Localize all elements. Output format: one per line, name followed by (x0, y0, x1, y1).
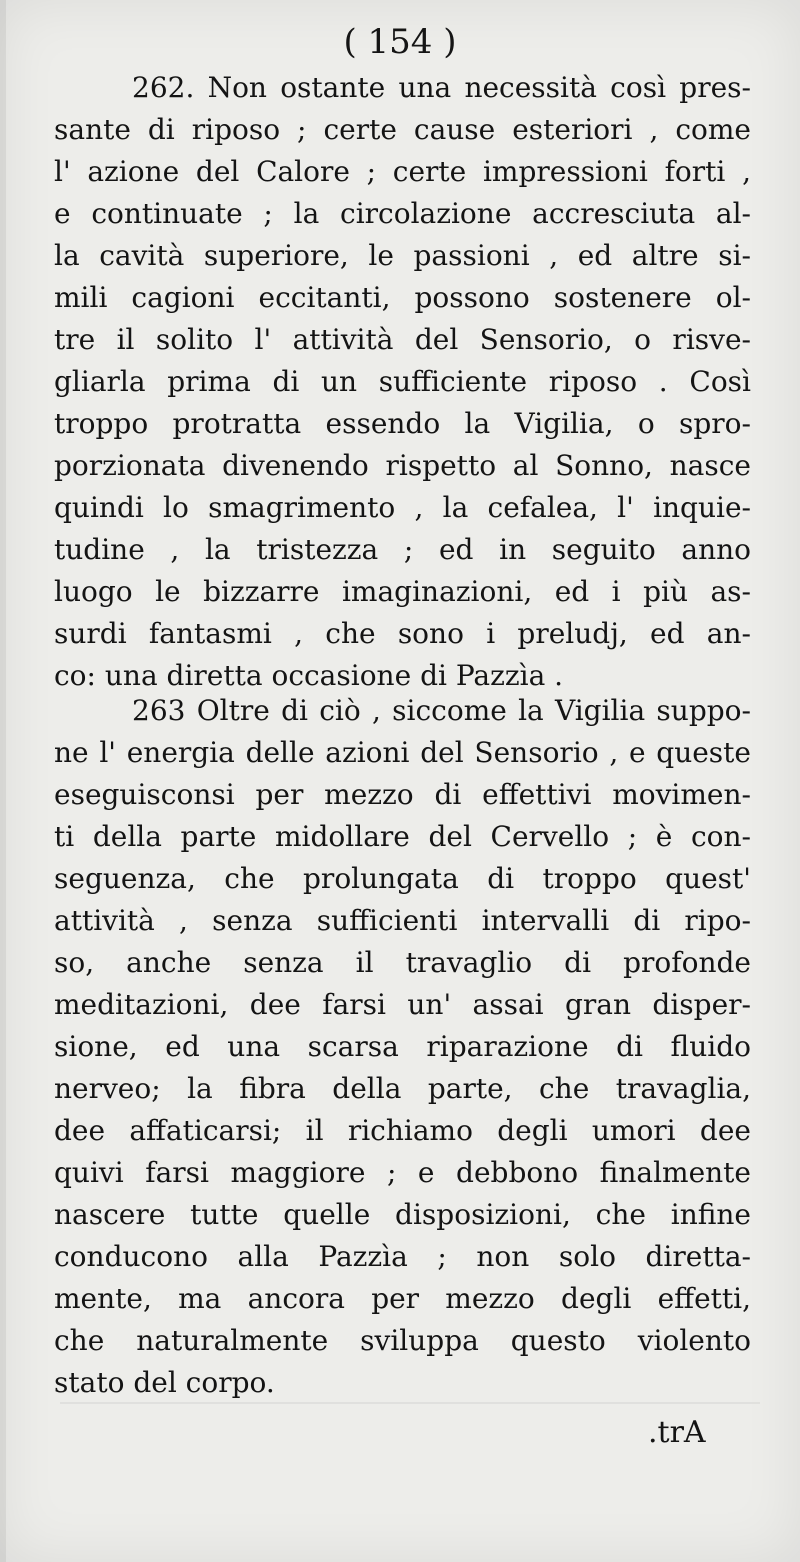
paragraph-263-line: mente, ma ancora per mezzo degli effetti, (54, 1282, 751, 1315)
paragraph-263-line: conducono alla Pazzìa ; non solo diretta- (54, 1240, 751, 1273)
paragraph-263-line: 263 Oltre di ciò , siccome la Vigilia suppo- (132, 694, 751, 727)
paragraph-262-line: mili cagioni eccitanti, possono sostenere ol- (54, 281, 751, 314)
paragraph-263-line: attività , senza sufficienti intervalli di ripo- (54, 904, 751, 937)
paragraph-262-line: co: una diretta occasione di Pazzìa . (54, 659, 564, 692)
paragraph-262-line: l' azione del Calore ; certe impressioni forti , (54, 155, 751, 188)
page-number: ( 154 ) (343, 22, 457, 62)
paragraph-262-line: la cavità superiore, le passioni , ed altre si- (54, 239, 751, 272)
paragraph-262-line: tudine , la tristezza ; ed in seguito anno (54, 533, 751, 566)
page-edge-shadow (0, 0, 6, 1562)
paragraph-262-line: 262. Non ostante una necessità così pres- (132, 71, 751, 104)
paragraph-263-line: dee affaticarsi; il richiamo degli umori dee (54, 1114, 751, 1147)
paragraph-263-line: nerveo; la fibra della parte, che travaglia, (54, 1072, 751, 1105)
paragraph-262-line: surdi fantasmi , che sono i preludj, ed an- (54, 617, 751, 650)
paragraph-263-line: meditazioni, dee farsi un' assai gran disper- (54, 988, 751, 1021)
paragraph-263-line: eseguisconsi per mezzo di effettivi movimen- (54, 778, 751, 811)
paragraph-262-line: luogo le bizzarre imaginazioni, ed i più as- (54, 575, 751, 608)
paragraph-262-line: sante di riposo ; certe cause esteriori , come (54, 113, 751, 146)
paragraph-263-line: so, anche senza il travaglio di profonde (54, 946, 751, 979)
paragraph-262-line: quindi lo smagrimento , la cefalea, l' inquie- (54, 491, 751, 524)
paragraph-263-line: stato del corpo. (54, 1366, 275, 1399)
paragraph-263-line: che naturalmente sviluppa questo violento (54, 1324, 751, 1357)
paragraph-262-line: porzionata divenendo rispetto al Sonno, nasce (54, 449, 751, 482)
paragraph-263-line: nascere tutte quelle disposizioni, che infine (54, 1198, 751, 1231)
paragraph-262-line: e continuate ; la circolazione accresciuta al- (54, 197, 751, 230)
catchword: .trA (648, 1415, 706, 1450)
paragraph-263-line: quivi farsi maggiore ; e debbono finalmente (54, 1156, 751, 1189)
paragraph-263-line: seguenza, che prolungata di troppo quest' (54, 862, 751, 895)
paragraph-263-line: ne l' energia delle azioni del Sensorio , e queste (54, 736, 751, 769)
paragraph-263-line: ti della parte midollare del Cervello ; è con- (54, 820, 751, 853)
bleed-through-rule (60, 1402, 760, 1404)
paragraph-262-line: gliarla prima di un sufficiente riposo . Così (54, 365, 751, 398)
paragraph-262-line: tre il solito l' attività del Sensorio, o risve- (54, 323, 751, 356)
paragraph-263-line: sione, ed una scarsa riparazione di fluido (54, 1030, 751, 1063)
paragraph-262-line: troppo protratta essendo la Vigilia, o spro- (54, 407, 751, 440)
